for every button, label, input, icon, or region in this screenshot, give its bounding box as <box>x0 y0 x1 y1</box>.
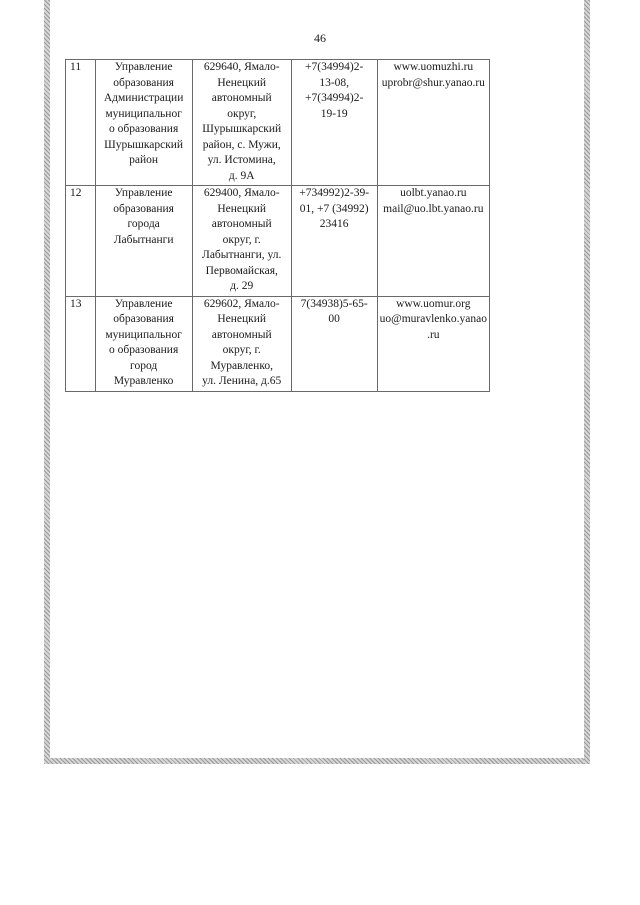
organization-name: Управление образования Администрации муниципальног о образования Шурышкарский район <box>95 60 192 186</box>
row-number: 12 <box>66 186 96 297</box>
table-row <box>66 60 490 186</box>
organizations-table <box>65 59 490 392</box>
organization-web-email: www.uomuzhi.ru uprobr@shur.yanao.ru <box>377 60 489 186</box>
row-number: 13 <box>66 296 96 391</box>
table-row <box>66 186 490 297</box>
organization-phone: 7(34938)5-65- 00 <box>291 296 377 391</box>
organization-name: Управление образования муниципальног о образования город Муравленко <box>95 296 192 391</box>
organization-web-email: uolbt.yanao.ru mail@uo.lbt.yanao.ru <box>377 186 489 297</box>
organization-address: 629602, Ямало- Ненецкий автономный округ, г. Муравленко, ул. Ленина, д.65 <box>192 296 291 391</box>
table-row <box>66 296 490 391</box>
organization-web-email: www.uomur.org uo@muravlenko.yanao .ru <box>377 296 489 391</box>
page-number: 46 <box>314 31 326 45</box>
organization-address: 629400, Ямало- Ненецкий автономный округ, г. Лабытнанги, ул. Первомайская, д. 29 <box>192 186 291 297</box>
row-number: 11 <box>66 60 96 186</box>
page-border-bottom <box>44 758 590 764</box>
organization-name: Управление образования города Лабытнанги <box>95 186 192 297</box>
organization-address: 629640, Ямало- Ненецкий автономный округ, Шурышкарский район, с. Мужи, ул. Истомина, д. 9А <box>192 60 291 186</box>
organization-phone: +7(34994)2- 13-08, +7(34994)2- 19-19 <box>291 60 377 186</box>
organization-phone: +734992)2-39- 01, +7 (34992) 23416 <box>291 186 377 297</box>
